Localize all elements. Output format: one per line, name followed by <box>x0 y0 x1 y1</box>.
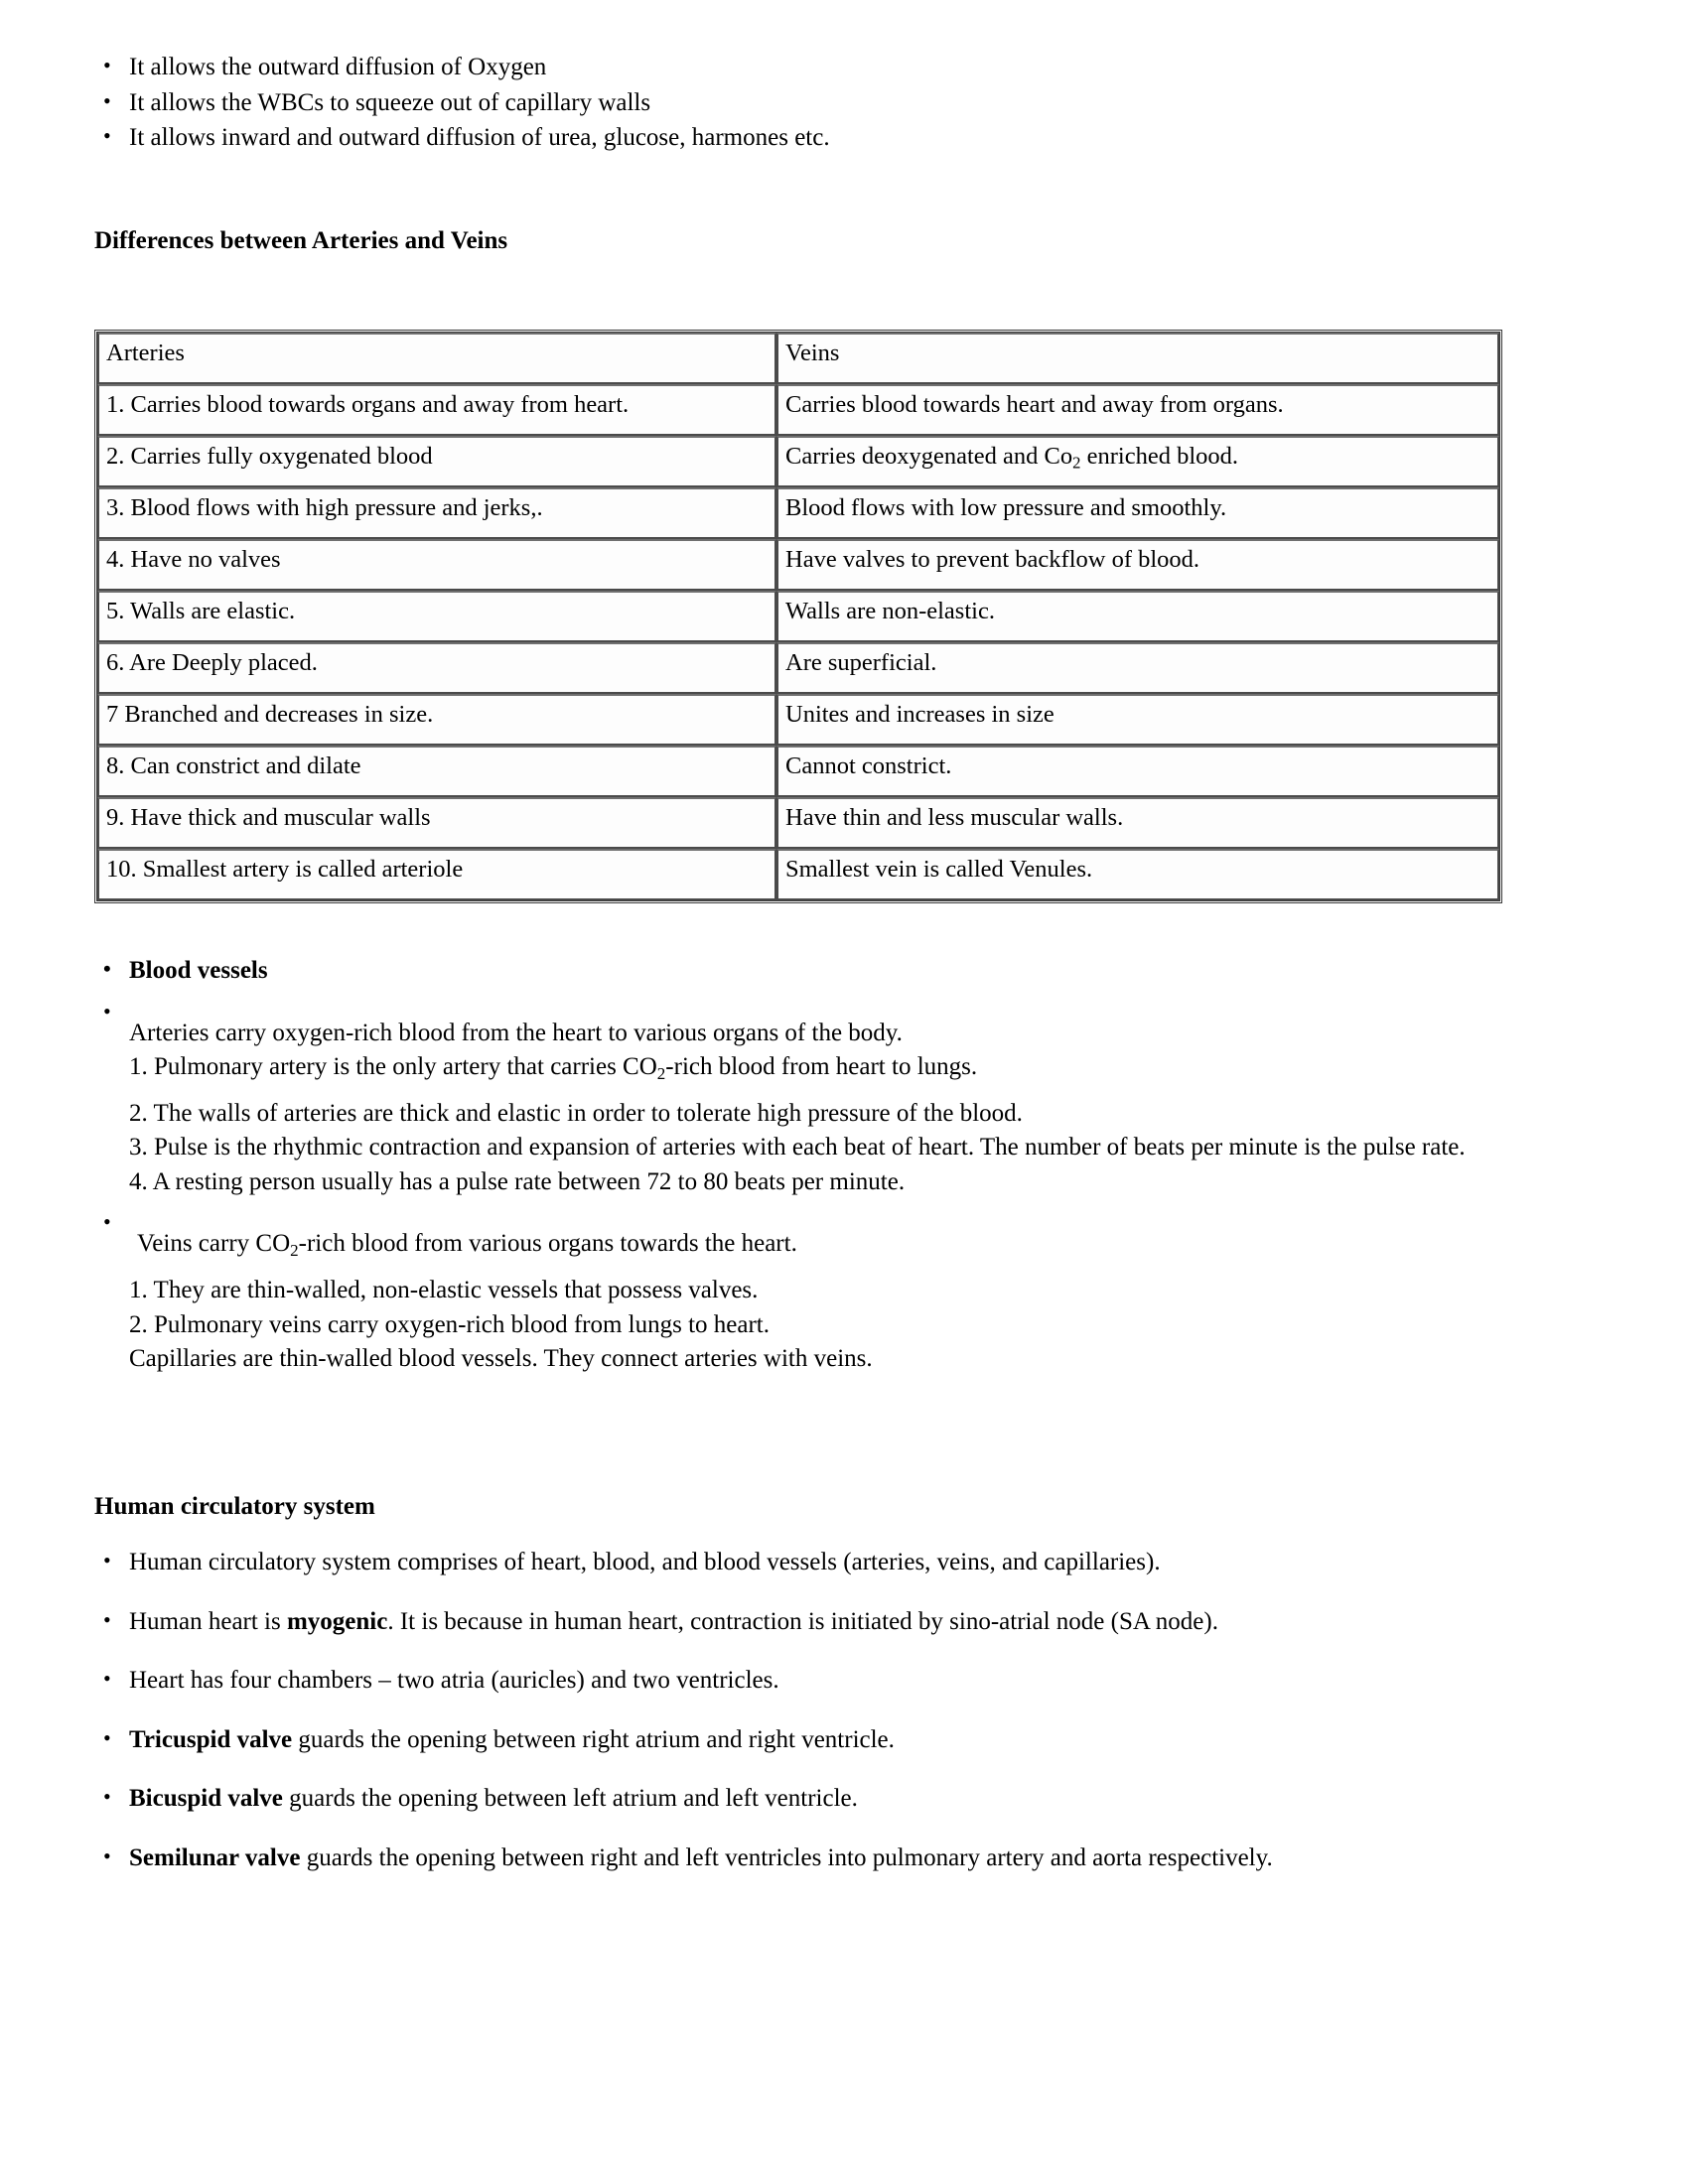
list-item: • Human circulatory system comprises of heart, blood, and blood vessels (arteries, veins, and capillaries). <box>95 1547 1505 1579</box>
human-circulatory-system-heading: Human circulatory system <box>94 1493 375 1520</box>
myogenic-emphasis: myogenic <box>286 1607 388 1635</box>
list-item <box>95 1724 1505 1757</box>
capillary-function-list <box>95 52 1188 158</box>
cell-veins: Unites and increases in size <box>776 694 1499 746</box>
cell-veins: Have valves to prevent backflow of blood. <box>776 539 1499 591</box>
subscript-two: 2 <box>656 1063 666 1083</box>
spacer <box>129 1208 1485 1226</box>
table-row <box>97 384 1499 436</box>
blood-vessels-list <box>95 955 1485 1378</box>
cell-veins: Walls are non-elastic. <box>776 591 1499 642</box>
veins-intro <box>129 1228 1485 1262</box>
bicuspid-valve-emphasis: Bicuspid valve <box>129 1785 283 1812</box>
arteries-description-block <box>95 1018 1485 1199</box>
cell-veins: Cannot constrict. <box>776 746 1499 797</box>
subscript-two: 2 <box>1072 453 1081 473</box>
bicuspid-valve-text: guards the opening between left atrium and left ventricle. <box>282 1785 858 1812</box>
table-row <box>97 642 1499 694</box>
cell-veins: Blood flows with low pressure and smoothly. <box>776 487 1499 539</box>
cell-arteries: 1. Carries blood towards organs and away from heart. <box>97 384 776 436</box>
table-row <box>97 487 1499 539</box>
veins-sub-bullet <box>95 1208 1485 1226</box>
arteries-point-4: 4. A resting person usually has a pulse rate between 72 to 80 beats per minute. <box>129 1167 906 1195</box>
human-circulatory-system-list <box>95 1547 1505 1901</box>
table-row <box>97 539 1499 591</box>
cell-veins: Have thin and less muscular walls. <box>776 797 1499 849</box>
cell-arteries: 10. Smallest artery is called arteriole <box>97 849 776 900</box>
tricuspid-valve-text: guards the opening between right atrium and right ventricle. <box>292 1725 895 1753</box>
cell-arteries: 8. Can constrict and dilate <box>97 746 776 797</box>
cell-veins-text-pre: Carries deoxygenated and Co <box>785 443 1073 470</box>
myogenic-pre: Human heart is <box>129 1607 287 1635</box>
cell-veins-text-post: enriched blood. <box>1080 443 1239 470</box>
capillaries-note: Capillaries are thin-walled blood vessels. They connect arteries with veins. <box>129 1345 873 1373</box>
list-item <box>95 1606 1505 1639</box>
spacer <box>129 998 1485 1016</box>
table-row <box>97 746 1499 797</box>
cell-arteries: 9. Have thick and muscular walls <box>97 797 776 849</box>
cell-veins: Smallest vein is called Venules. <box>776 849 1499 900</box>
cell-arteries: 6. Are Deeply placed. <box>97 642 776 694</box>
table-row <box>97 591 1499 642</box>
arteries-intro: Arteries carry oxygen-rich blood from the heart to various organs of the body. <box>129 1019 903 1046</box>
arteries-sub-bullet <box>95 998 1485 1016</box>
veins-point-2: 2. Pulmonary veins carry oxygen-rich blood from lungs to heart. <box>129 1310 770 1338</box>
veins-point-1: 1. They are thin-walled, non-elastic vessels that possess valves. <box>129 1277 759 1304</box>
arteries-veins-table-wrapper <box>94 330 1496 903</box>
table-row <box>97 436 1499 487</box>
cell-arteries: 5. Walls are elastic. <box>97 591 776 642</box>
list-item: • It allows the outward diffusion of Oxygen <box>95 52 1188 84</box>
semilunar-valve-emphasis: Semilunar valve <box>129 1843 301 1871</box>
table-row <box>97 849 1499 900</box>
arteries-point-3: 3. Pulse is the rhythmic contraction and expansion of arteries with each beat of heart. The number of beats per minute is the pulse rate. <box>129 1134 1466 1161</box>
cell-veins <box>776 436 1499 487</box>
column-header-veins: Veins <box>776 333 1499 384</box>
cell-arteries: 3. Blood flows with high pressure and jerks,. <box>97 487 776 539</box>
list-item: • It allows inward and outward diffusion of urea, glucose, harmones etc. <box>95 122 1188 155</box>
cell-veins: Carries blood towards heart and away from organs. <box>776 384 1499 436</box>
differences-heading: Differences between Arteries and Veins <box>94 227 508 254</box>
cell-arteries: 4. Have no valves <box>97 539 776 591</box>
list-item: • Heart has four chambers – two atria (auricles) and two ventricles. <box>95 1665 1505 1698</box>
arteries-veins-table <box>94 330 1502 903</box>
list-item <box>95 1783 1505 1816</box>
arteries-point-1-post: -rich blood from heart to lungs. <box>665 1053 978 1080</box>
list-item <box>95 1843 1505 1875</box>
arteries-point-2: 2. The walls of arteries are thick and elastic in order to tolerate high pressure of the blood. <box>129 1099 1023 1127</box>
subscript-two: 2 <box>290 1241 299 1261</box>
cell-arteries: 2. Carries fully oxygenated blood <box>97 436 776 487</box>
semilunar-valve-text: guards the opening between right and left ventricles into pulmonary artery and aorta respectively. <box>300 1843 1273 1871</box>
blood-vessels-title: • Blood vessels <box>95 955 1485 988</box>
arteries-point-1-pre: 1. Pulmonary artery is the only artery that carries CO <box>129 1053 657 1080</box>
table-row <box>97 797 1499 849</box>
arteries-point-1 <box>129 1051 1485 1085</box>
table-header-row <box>97 333 1499 384</box>
myogenic-post: . It is because in human heart, contraction is initiated by sino-atrial node (SA node). <box>387 1607 1218 1635</box>
veins-description-block <box>95 1228 1485 1375</box>
table-row <box>97 694 1499 746</box>
column-header-arteries: Arteries <box>97 333 776 384</box>
cell-arteries: 7 Branched and decreases in size. <box>97 694 776 746</box>
tricuspid-valve-emphasis: Tricuspid valve <box>129 1725 293 1753</box>
veins-intro-pre: Veins carry CO <box>137 1230 291 1258</box>
list-item: • It allows the WBCs to squeeze out of capillary walls <box>95 87 1188 120</box>
cell-veins: Are superficial. <box>776 642 1499 694</box>
veins-intro-post: -rich blood from various organs towards the heart. <box>298 1230 797 1258</box>
